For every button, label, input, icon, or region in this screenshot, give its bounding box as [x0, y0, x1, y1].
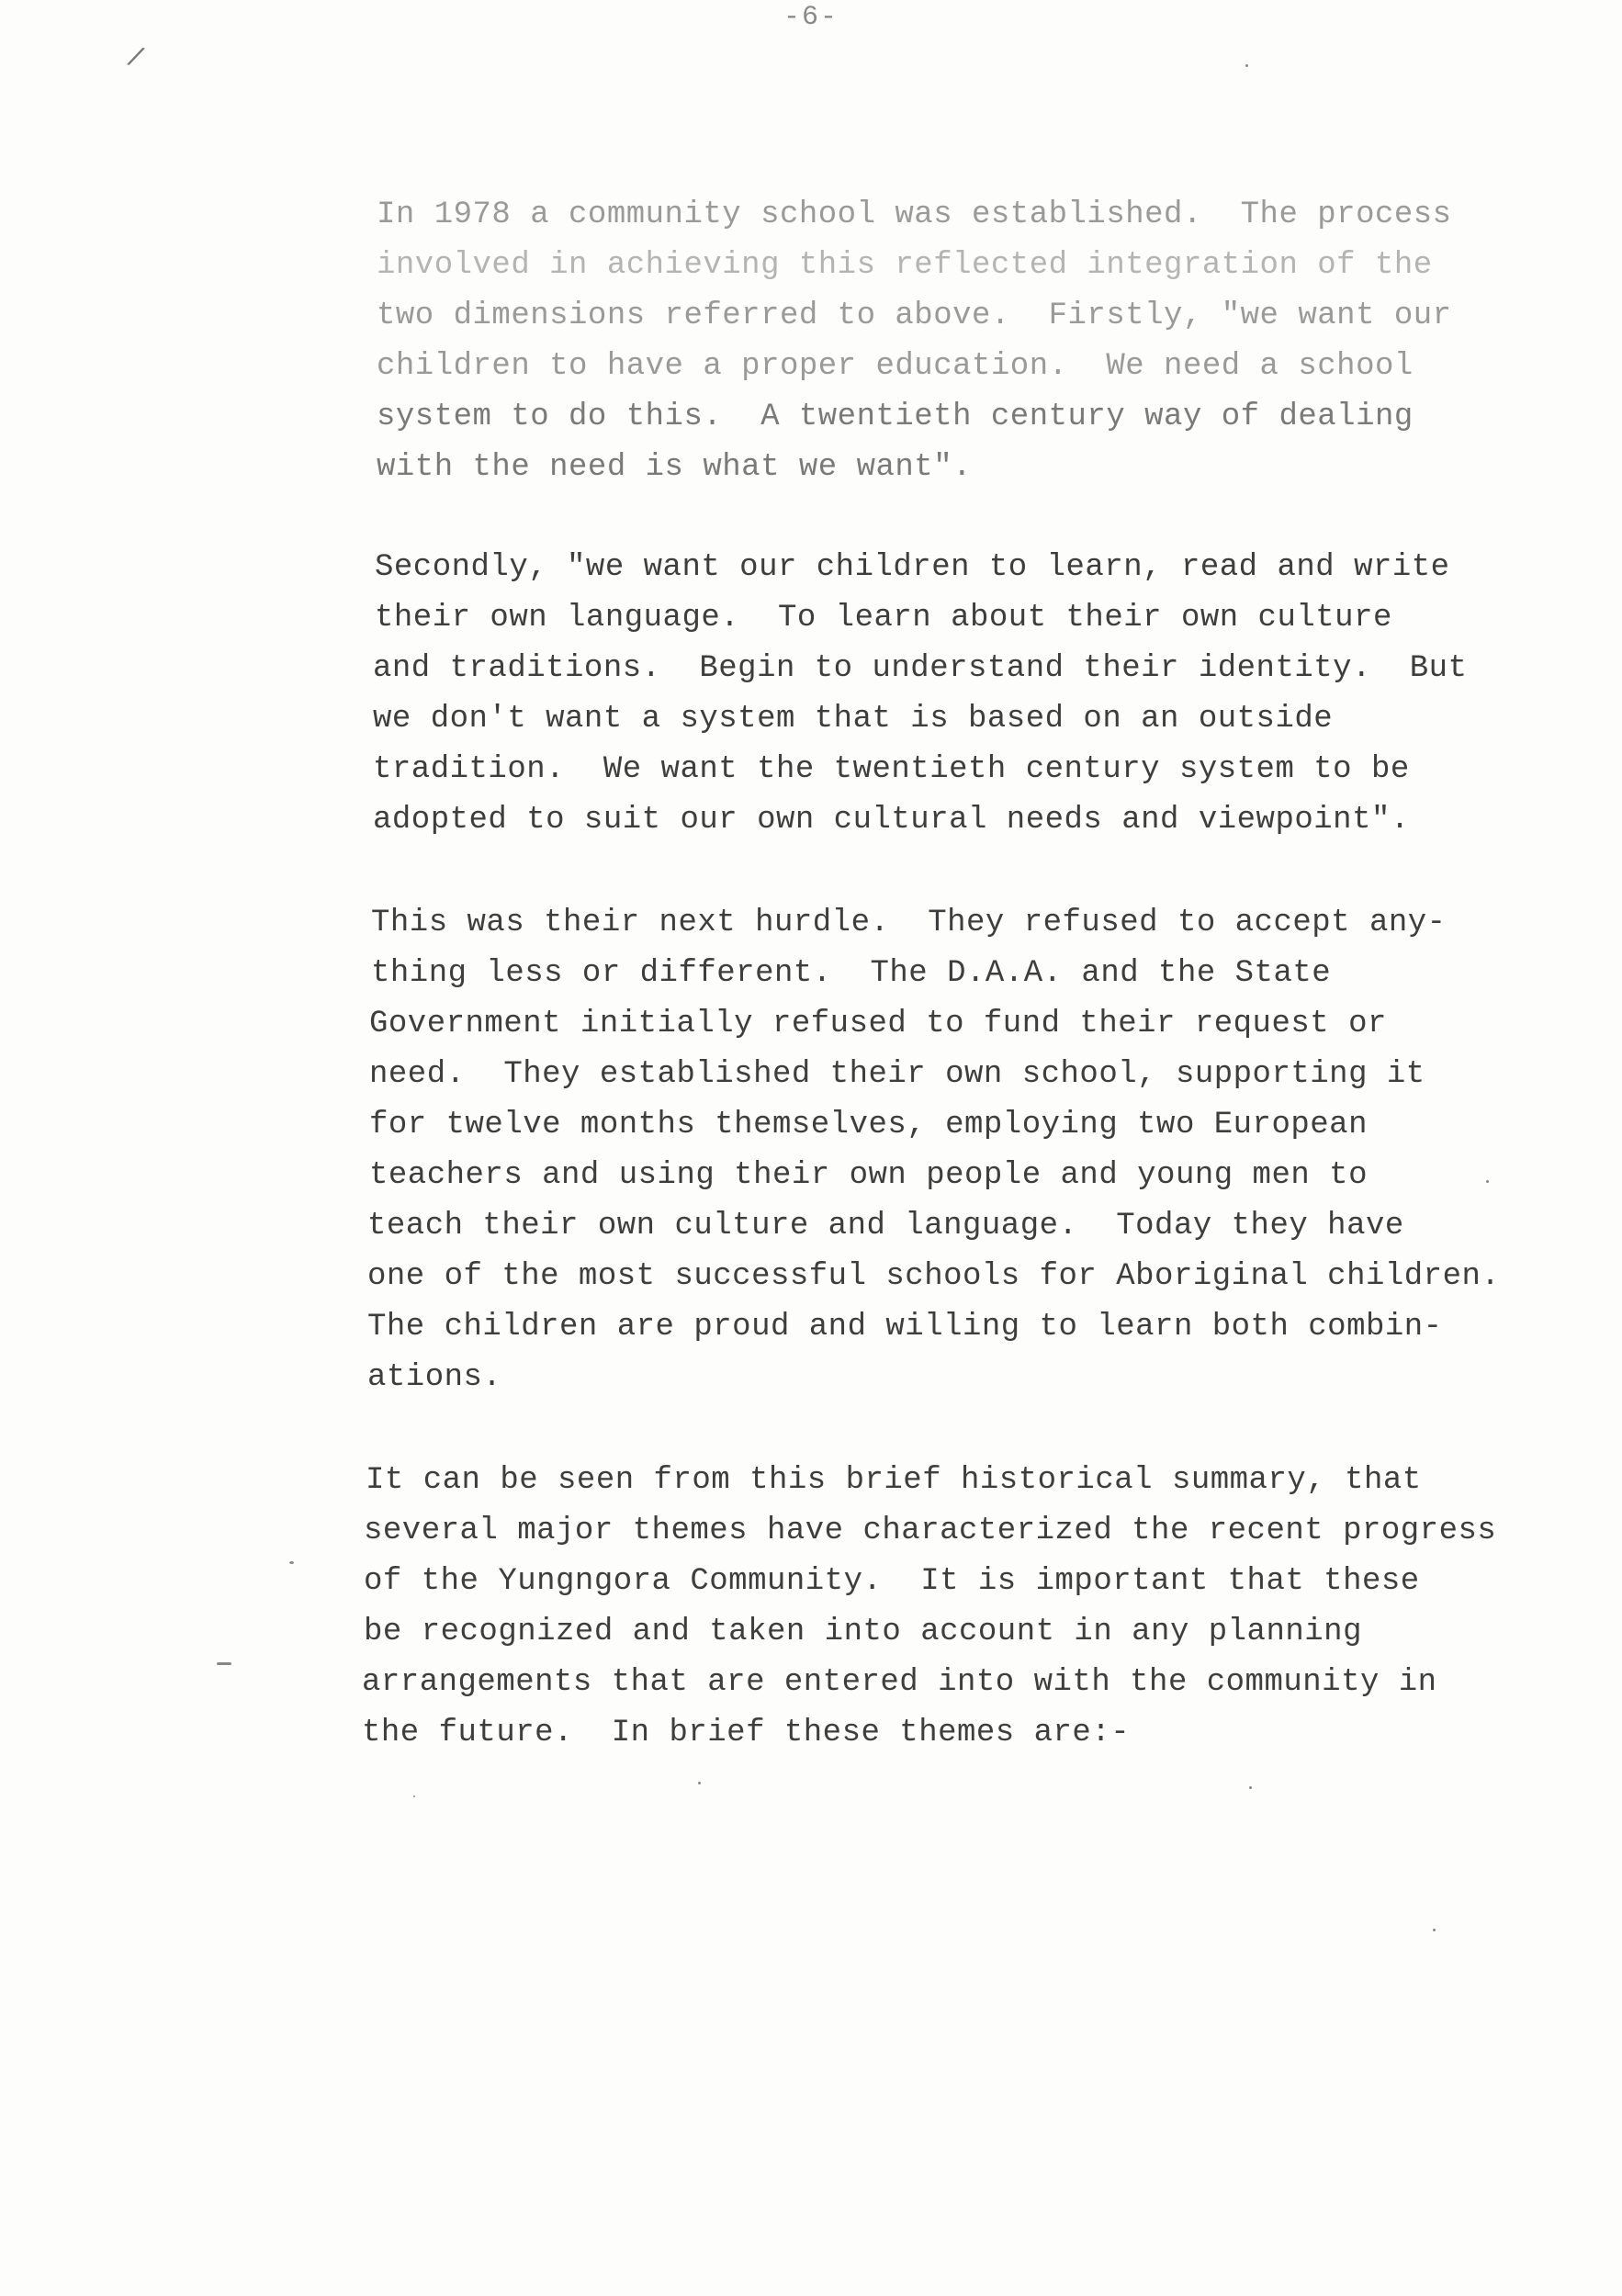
- scan-speck: [1249, 1786, 1252, 1789]
- scan-speck: [1486, 1180, 1489, 1183]
- paragraph-4-line-4: be recognized and taken into account in any planning: [364, 1615, 1362, 1649]
- paragraph-1-line-6: with the need is what we want".: [377, 450, 973, 485]
- paragraph-4-line-1: It can be seen from this brief historical summary, that: [366, 1463, 1422, 1498]
- paragraph-1-line-5: system to do this. A twentieth century way of dealing: [377, 400, 1414, 434]
- scan-speck: [413, 1795, 415, 1797]
- scan-speck: [1245, 64, 1248, 67]
- page-number: -6-: [783, 2, 839, 33]
- paragraph-3-line-9: The children are proud and willing to learn both combin-: [367, 1310, 1443, 1345]
- paragraph-1-line-3: two dimensions referred to above. Firstly, "we want our: [377, 298, 1452, 333]
- paragraph-4-line-6: the future. In brief these themes are:-: [362, 1716, 1131, 1750]
- paragraph-3-line-2: thing less or different. The D.A.A. and the State: [371, 956, 1332, 991]
- paragraph-1-line-2: involved in achieving this reflected integration of the: [377, 248, 1433, 283]
- paragraph-1-line-4: children to have a proper education. We need a school: [377, 349, 1414, 384]
- paragraph-4-line-5: arrangements that are entered into with the community in: [362, 1665, 1437, 1700]
- paragraph-3-line-8: one of the most successful schools for Aboriginal children.: [367, 1259, 1501, 1294]
- paragraph-4-line-3: of the Yungngora Community. It is important that these: [364, 1564, 1420, 1599]
- paragraph-3-line-6: teachers and using their own people and young men to: [369, 1158, 1368, 1193]
- paragraph-2-line-2: their own language. To learn about their own culture: [375, 601, 1392, 636]
- paragraph-2-line-4: we don't want a system that is based on an outside: [373, 702, 1334, 737]
- scan-mark-slash: /: [122, 42, 148, 77]
- paragraph-3-line-5: for twelve months themselves, employing two European: [369, 1108, 1368, 1142]
- paragraph-2-line-5: tradition. We want the twentieth century system to be: [373, 752, 1410, 787]
- paragraph-3-line-10: ations.: [367, 1360, 502, 1395]
- paragraph-3-line-3: Government initially refused to fund their request or: [369, 1007, 1387, 1041]
- paragraph-2-line-1: Secondly, "we want our children to learn, read and write: [375, 550, 1450, 585]
- scan-speck: [289, 1561, 294, 1564]
- paragraph-3-line-4: need. They established their own school, supporting it: [369, 1057, 1425, 1092]
- paragraph-2-line-6: adopted to suit our own cultural needs and viewpoint".: [373, 803, 1410, 838]
- paragraph-3-line-7: teach their own culture and language. Today they have: [367, 1209, 1404, 1244]
- paragraph-4-line-2: several major themes have characterized the recent progress: [364, 1514, 1497, 1548]
- scan-speck: [698, 1782, 701, 1784]
- paragraph-3-line-1: This was their next hurdle. They refused to accept any-: [371, 906, 1447, 940]
- paragraph-1-line-1: In 1978 a community school was established. The process: [377, 197, 1452, 232]
- scan-speck: [217, 1662, 231, 1665]
- paragraph-2-line-3: and traditions. Begin to understand their identity. But: [373, 651, 1468, 686]
- scan-speck: [1433, 1929, 1436, 1931]
